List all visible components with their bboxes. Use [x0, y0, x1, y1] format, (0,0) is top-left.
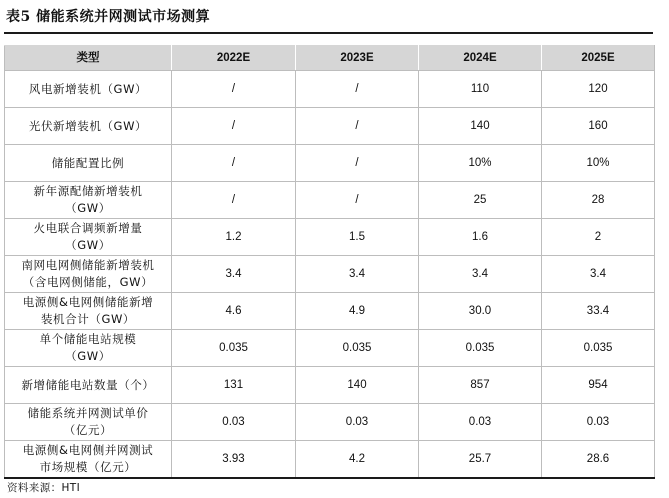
- header-2023e: 2023E: [296, 46, 419, 71]
- cell-value: 131: [172, 367, 296, 404]
- cell-value: 10%: [419, 145, 542, 182]
- row-label: 电源侧&电网侧并网测试 市场规模（亿元）: [5, 441, 172, 478]
- cell-value: 140: [296, 367, 419, 404]
- title-divider: [4, 32, 653, 34]
- table-row: [5, 256, 655, 293]
- table-row: [5, 441, 655, 478]
- cell-value: 2: [542, 219, 655, 256]
- cell-value: /: [172, 182, 296, 219]
- header-2024e: 2024E: [419, 46, 542, 71]
- cell-value: /: [296, 108, 419, 145]
- cell-value: 140: [419, 108, 542, 145]
- cell-value: 0.03: [172, 404, 296, 441]
- cell-value: 4.6: [172, 293, 296, 330]
- table-row: [5, 145, 655, 182]
- cell-value: 0.035: [296, 330, 419, 367]
- cell-value: /: [172, 145, 296, 182]
- cell-value: 28: [542, 182, 655, 219]
- cell-value: 160: [542, 108, 655, 145]
- cell-value: 33.4: [542, 293, 655, 330]
- row-label: 单个储能电站规模 （GW）: [5, 330, 172, 367]
- cell-value: 1.2: [172, 219, 296, 256]
- cell-value: /: [296, 182, 419, 219]
- row-label: 储能配置比例: [5, 145, 172, 182]
- row-label: 电源侧&电网侧储能新增 装机合计（GW）: [5, 293, 172, 330]
- header-type: 类型: [5, 46, 172, 71]
- cell-value: 3.4: [172, 256, 296, 293]
- cell-value: 10%: [542, 145, 655, 182]
- cell-value: /: [172, 71, 296, 108]
- cell-value: 25.7: [419, 441, 542, 478]
- table-row: [5, 404, 655, 441]
- market-estimate-table: [4, 45, 655, 479]
- cell-value: 0.035: [542, 330, 655, 367]
- cell-value: 0.03: [542, 404, 655, 441]
- cell-value: 0.035: [419, 330, 542, 367]
- cell-value: 0.03: [296, 404, 419, 441]
- cell-value: 3.4: [419, 256, 542, 293]
- cell-value: 4.9: [296, 293, 419, 330]
- cell-value: 4.2: [296, 441, 419, 478]
- cell-value: 110: [419, 71, 542, 108]
- table-row: [5, 293, 655, 330]
- row-label: 新增储能电站数量（个）: [5, 367, 172, 404]
- row-label: 储能系统并网测试单价 （亿元）: [5, 404, 172, 441]
- source-note: 资料来源：HTI: [7, 482, 81, 494]
- cell-value: /: [296, 145, 419, 182]
- row-label: 新年源配储新增装机 （GW）: [5, 182, 172, 219]
- table-row: [5, 108, 655, 145]
- table-title: 表5 储能系统并网测试市场测算: [6, 9, 211, 25]
- table-header-row: [5, 46, 655, 71]
- cell-value: 120: [542, 71, 655, 108]
- table-row: [5, 219, 655, 256]
- table-row: [5, 71, 655, 108]
- table-row: [5, 330, 655, 367]
- table-row: [5, 367, 655, 404]
- cell-value: 28.6: [542, 441, 655, 478]
- cell-value: 0.035: [172, 330, 296, 367]
- row-label: 火电联合调频新增量 （GW）: [5, 219, 172, 256]
- cell-value: 25: [419, 182, 542, 219]
- row-label: 光伏新增装机（GW）: [5, 108, 172, 145]
- cell-value: 3.93: [172, 441, 296, 478]
- cell-value: 3.4: [296, 256, 419, 293]
- table-row: [5, 182, 655, 219]
- cell-value: /: [296, 71, 419, 108]
- header-2025e: 2025E: [542, 46, 655, 71]
- cell-value: 0.03: [419, 404, 542, 441]
- row-label: 南网电网侧储能新增装机 （含电网侧储能，GW）: [5, 256, 172, 293]
- cell-value: 3.4: [542, 256, 655, 293]
- cell-value: /: [172, 108, 296, 145]
- header-2022e: 2022E: [172, 46, 296, 71]
- cell-value: 954: [542, 367, 655, 404]
- cell-value: 857: [419, 367, 542, 404]
- cell-value: 30.0: [419, 293, 542, 330]
- cell-value: 1.5: [296, 219, 419, 256]
- row-label: 风电新增装机（GW）: [5, 71, 172, 108]
- cell-value: 1.6: [419, 219, 542, 256]
